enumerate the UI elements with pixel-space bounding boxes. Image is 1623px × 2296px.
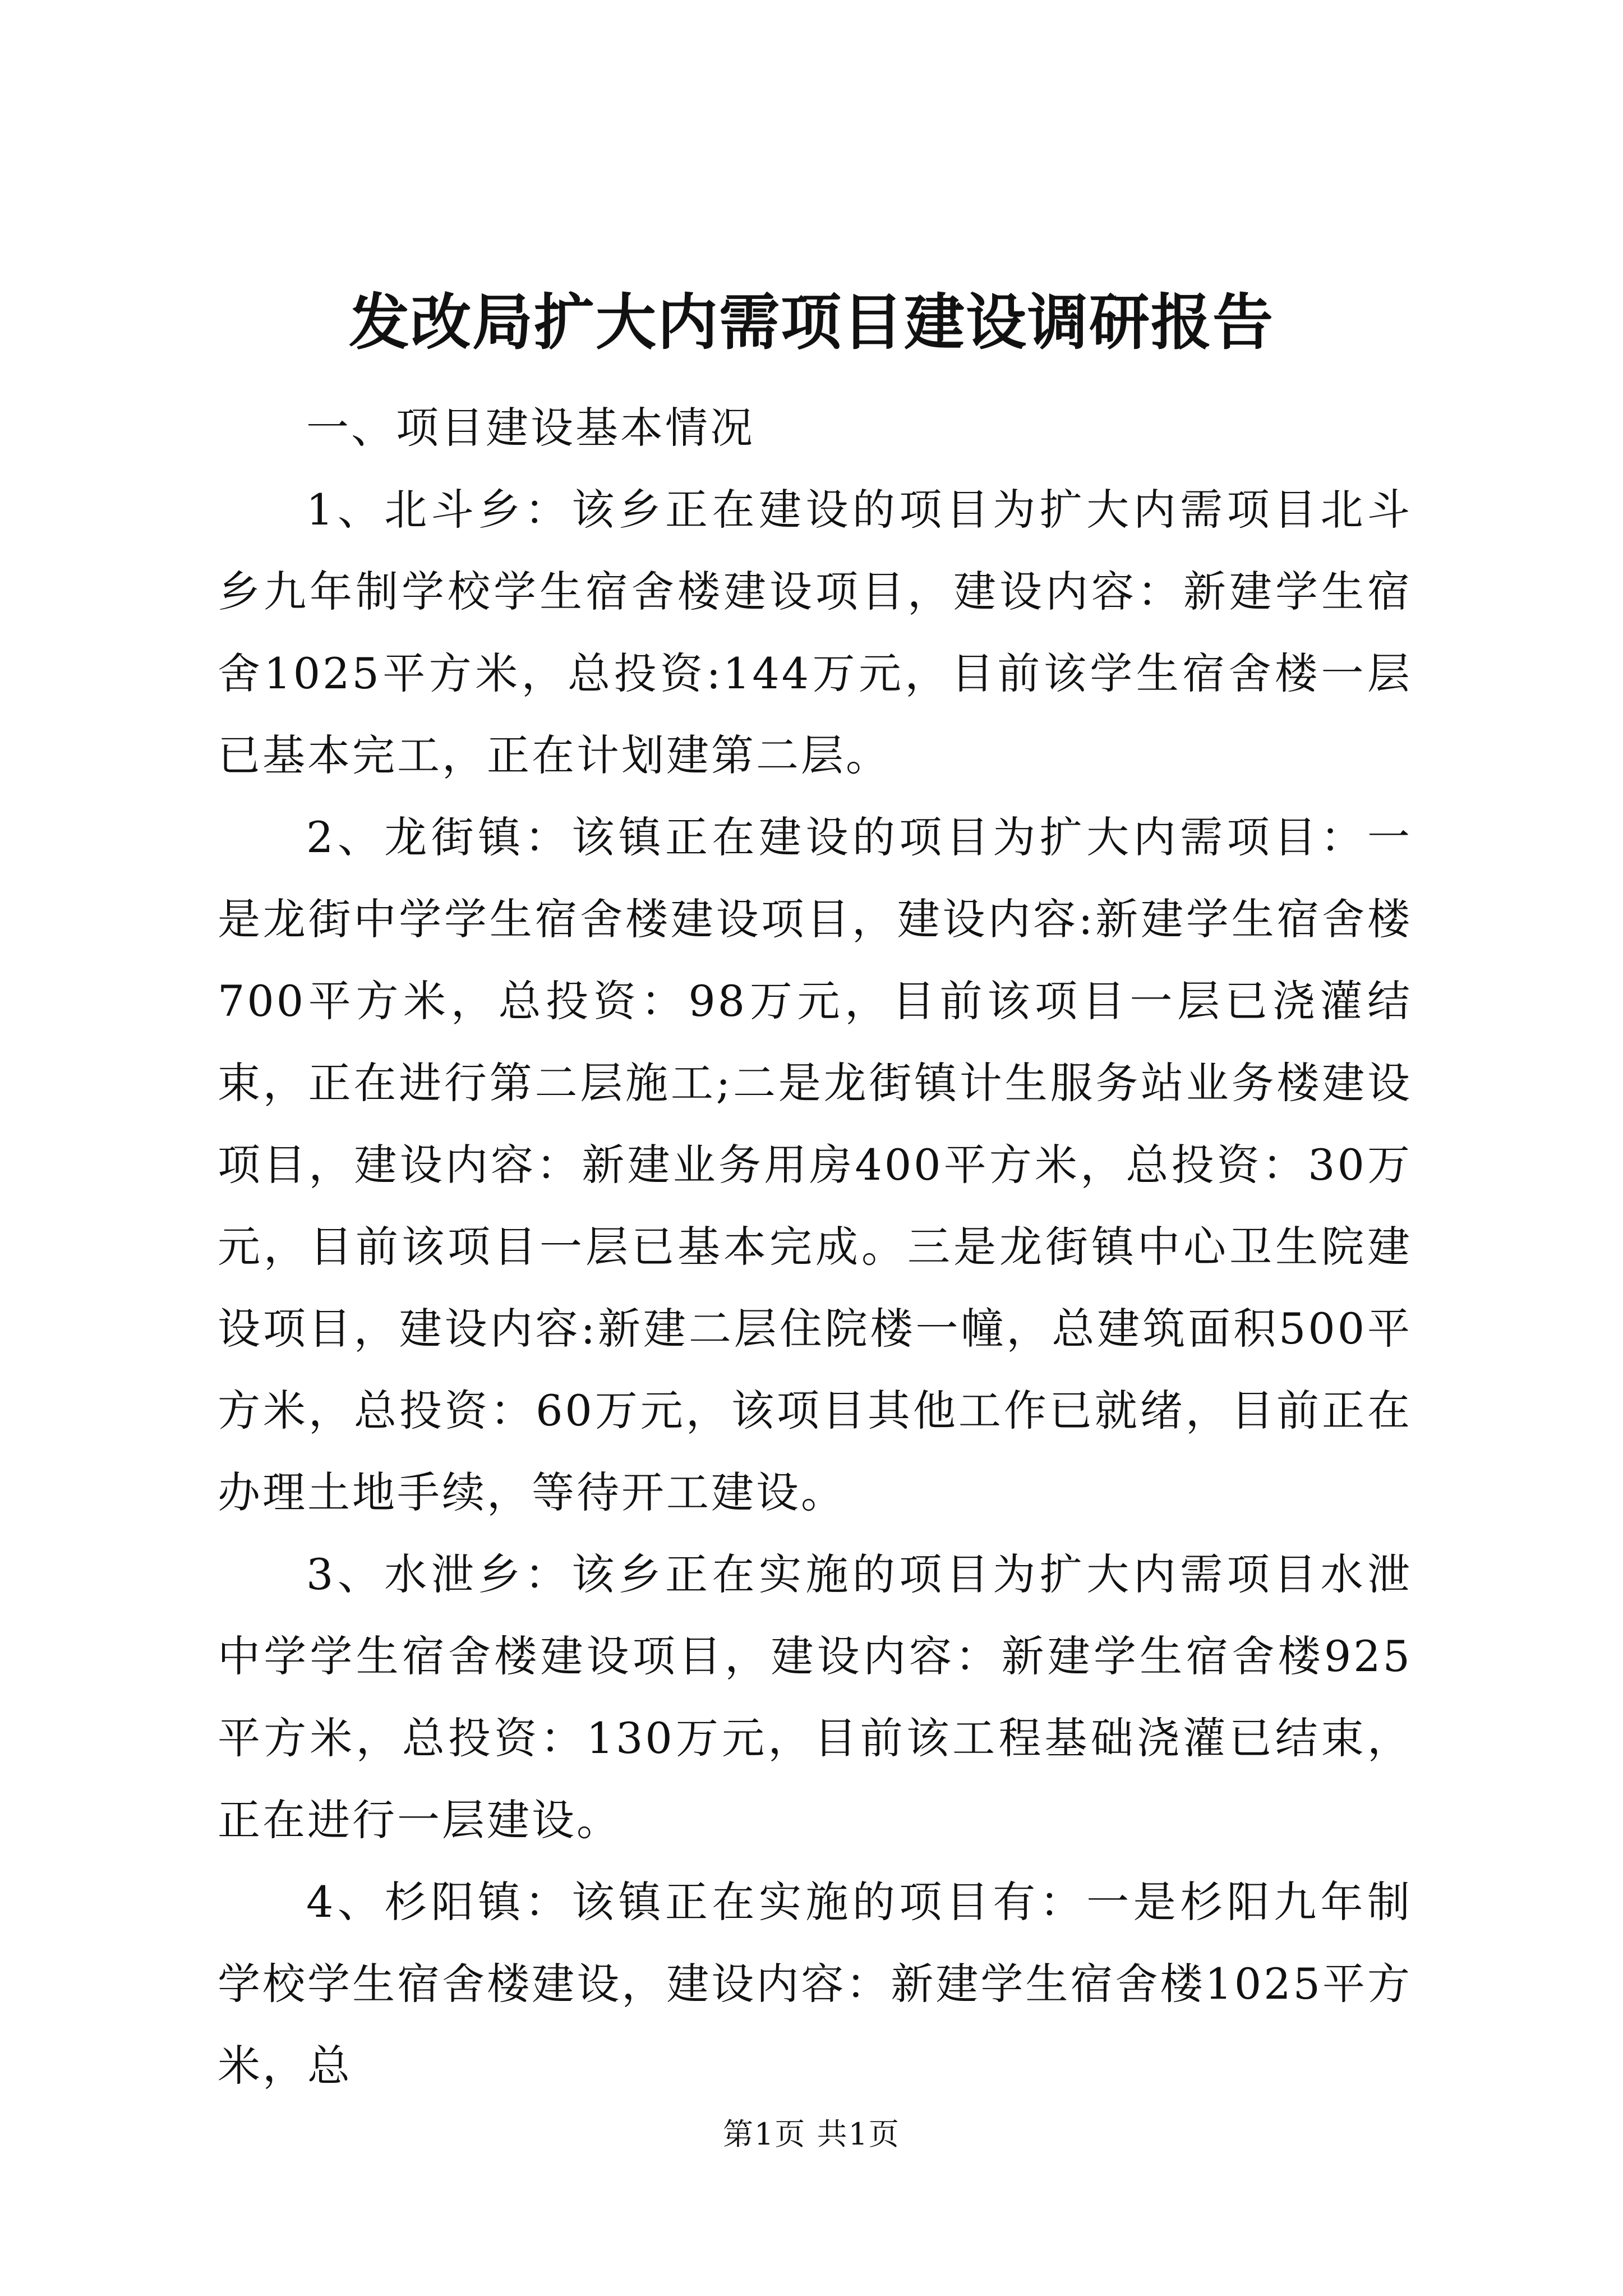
page-footer: 第1页 共1页 (723, 2116, 900, 2152)
paragraph-shuixie: 3、水泄乡：该乡正在实施的项目为扩大内需项目水泄中学学生宿舍楼建设项目，建设内容：新建学生宿舍楼925平方米，总投资：130万元，目前该工程基础浇灌已结束，正在进行一层建设。 (218, 1549, 1412, 1845)
document-body (218, 387, 1412, 2107)
document-title: 发改局扩大内需项目建设调研报告 (348, 287, 1274, 358)
paragraph-longjie: 2、龙街镇：该镇正在建设的项目为扩大内需项目：一是龙街中学学生宿舍楼建设项目，建设内容:新建学生宿舍楼700平方米，总投资：98万元，目前该项目一层已浇灌结束，正在进行第二层施工;二是龙街镇计生服务站业务楼建设项目，建设内容：新建业务用房400平方米，总投资：30万元，目前该项目一层已基本完成。三是龙街镇中心卫生院建设项目，建设内容:新建二层住院楼一幢，总建筑面积500平方米，总投资：60万元，该项目其他工作已就绪，目前正在办理土地手续，等待开工建设。 (218, 812, 1412, 1517)
paragraph-beidou: 1、北斗乡：该乡正在建设的项目为扩大内需项目北斗乡九年制学校学生宿舍楼建设项目，建设内容：新建学生宿舍1025平方米，总投资:144万元，目前该学生宿舍楼一层已基本完工，正在计划建第二层。 (218, 485, 1412, 780)
section-heading: 一、项目建设基本情况 (306, 403, 755, 453)
paragraph-shanyang: 4、杉阳镇：该镇正在实施的项目有：一是杉阳九年制学校学生宿舍楼建设，建设内容：新建学生宿舍楼1025平方米，总 (218, 1877, 1412, 2091)
